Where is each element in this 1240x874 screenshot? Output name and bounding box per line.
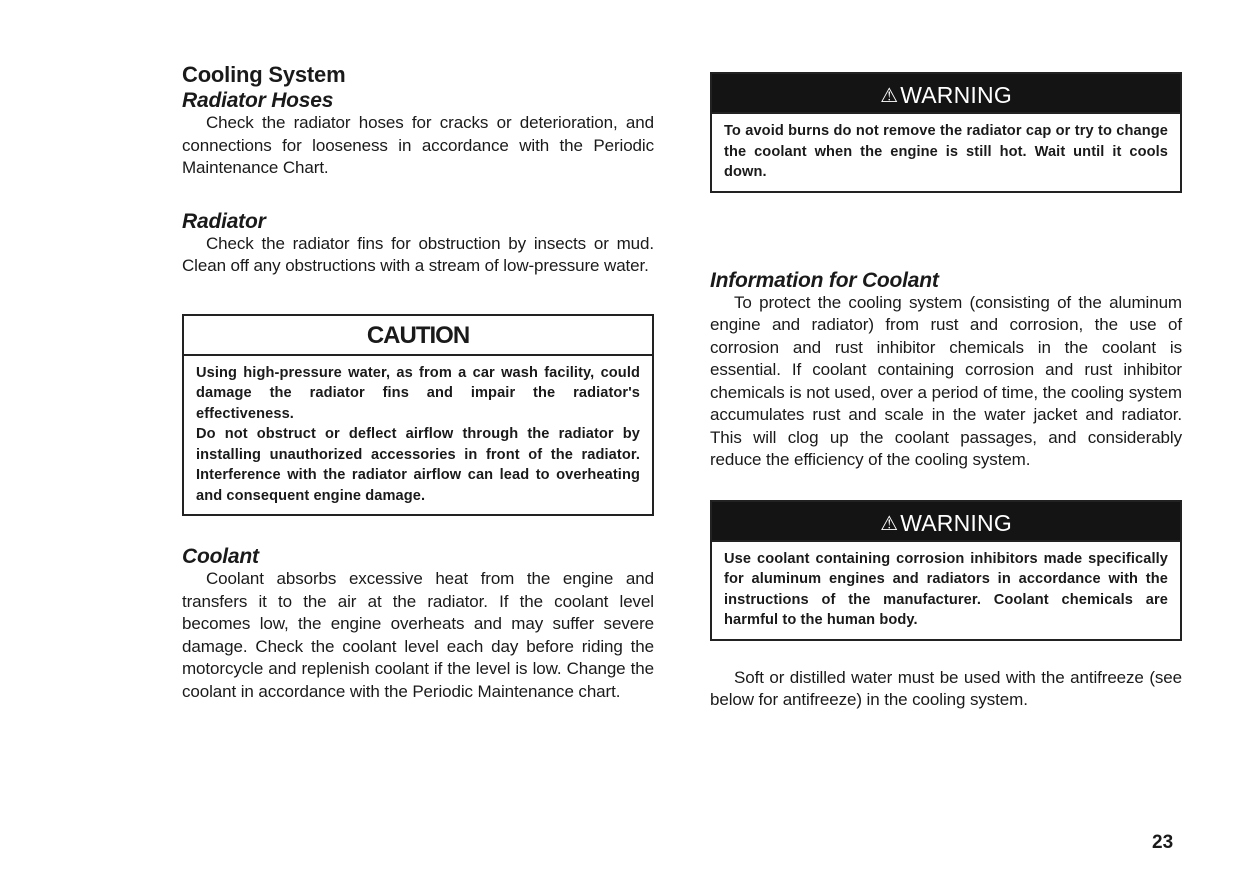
warning-triangle-icon: ⚠ <box>880 512 899 535</box>
left-column <box>182 62 654 703</box>
information-coolant-heading: Information for Coolant <box>710 268 939 292</box>
warning-triangle-icon: ⚠ <box>880 85 899 107</box>
information-coolant-text: To protect the cooling system (consisting of the aluminum engine and radiator) from rust and corrosion, the use of corrosion and rust inhibitor chemicals in the coolant is essential. If coolant containing corrosion and rust inhibitor chemicals is not used, over a period of time, the cooling system accumulates rust and scale in the water jacket and radiator. This will clog up the coolant passages, and considerably reduce the efficiency of the cooling system. <box>710 292 1182 469</box>
radiator-text: Check the radiator fins for obstruction by insects or mud. Clean off any obstructions with a stream of low-pressure water. <box>182 233 654 275</box>
radiator-heading: Radiator <box>182 209 266 233</box>
coolant-heading: Coolant <box>182 545 259 568</box>
warning-title: WARNING <box>900 82 1012 108</box>
caution-title: CAUTION <box>184 316 652 356</box>
warning-box-burns <box>710 72 1182 193</box>
caution-text-2: Do not obstruct or deflect airflow through the radiator by installing unauthorized accessories in front of the radiator. Interference with the radiator airflow can lead to overheating and consequent engine damage. <box>196 426 640 504</box>
caution-box <box>182 314 654 517</box>
radiator-hoses-heading: Radiator Hoses <box>182 89 334 112</box>
warning-header <box>712 74 1180 114</box>
warning-header <box>712 502 1180 542</box>
warning-burns-text: To avoid burns do not remove the radiator cap or try to change the coolant when the engine is still hot. Wait until it cools down. <box>724 123 1168 180</box>
caution-text-1: Using high-pressure water, as from a car wash facility, could damage the radiator fins and impair the radiator's effectiveness. <box>196 364 640 422</box>
warning-chemicals-text: Use coolant containing corrosion inhibitors made specifically for aluminum engines and radiators in accordance with the instructions of the manufacturer. Coolant chemicals are harmful to the human body. <box>724 550 1168 628</box>
warning-box-chemicals <box>710 500 1182 641</box>
coolant-text: Coolant absorbs excessive heat from the engine and transfers it to the air at the radiator. If the coolant level becomes low, the engine overheats and may suffer severe damage. Check the coolant level each day before riding the motorcycle and replenish coolant if the level is low. Change the coolant in accordance with the Periodic Maintenance chart. <box>182 569 654 701</box>
page-number: 23 <box>1152 832 1174 853</box>
water-note: Soft or distilled water must be used with the antifreeze (see below for antifreeze) in the cooling system. <box>710 667 1182 709</box>
radiator-hoses-text: Check the radiator hoses for cracks or deterioration, and connections for looseness in accordance with the Periodic Maintenance Chart. <box>182 113 654 177</box>
right-column <box>710 72 1182 712</box>
warning-title: WARNING <box>900 509 1012 536</box>
section-title: Cooling System <box>182 62 346 87</box>
caution-body <box>184 356 652 515</box>
